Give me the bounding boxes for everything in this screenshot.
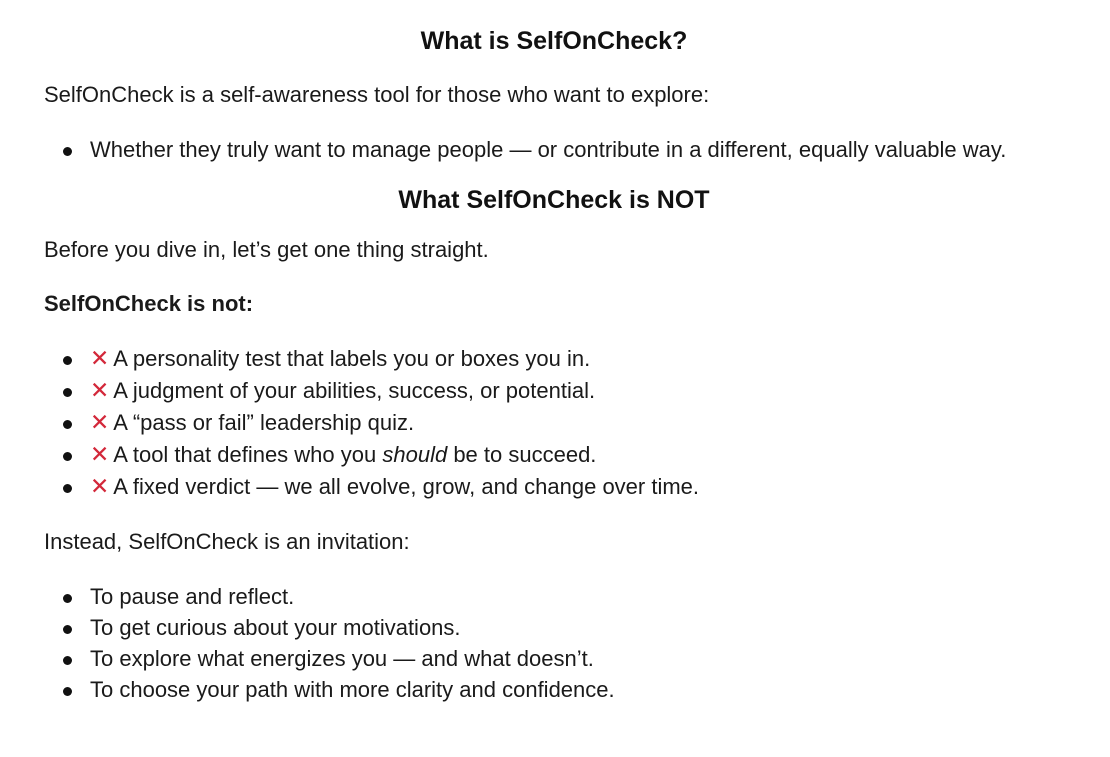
instead-paragraph: Instead, SelfOnCheck is an invitation: [44, 529, 410, 554]
list-item-text: A “pass or fail” leadership quiz. [113, 410, 415, 435]
list-item: Whether they truly want to manage people — or contribute in a different, equally valuable way. [90, 134, 1064, 165]
not-list [44, 343, 1064, 503]
cross-mark-icon: ✕ [90, 410, 110, 436]
intro-paragraph: SelfOnCheck is a self-awareness tool for those who want to explore: [44, 82, 710, 107]
list-item [90, 407, 1064, 439]
list-item: To get curious about your motivations. [90, 612, 1064, 643]
before-paragraph: Before you dive in, let’s get one thing straight. [44, 237, 489, 262]
cross-mark-icon: ✕ [90, 442, 110, 468]
invitation-list [44, 581, 1064, 705]
cross-mark-icon: ✕ [90, 378, 110, 404]
document-body [44, 22, 1064, 705]
list-item-text: A fixed verdict — we all evolve, grow, and change over time. [113, 474, 700, 499]
list-item [90, 375, 1064, 407]
list-item-text: A personality test that labels you or boxes you in. [113, 346, 591, 371]
not-label: SelfOnCheck is not: [44, 291, 254, 316]
list-item: To explore what energizes you — and what doesn’t. [90, 643, 1064, 674]
heading-what-is-not: What SelfOnCheck is NOT [398, 186, 710, 214]
list-item [90, 471, 1064, 503]
list-item-text-before: A tool that defines who you [113, 442, 383, 467]
list-item [90, 343, 1064, 375]
cross-mark-icon: ✕ [90, 474, 110, 500]
list-item [90, 439, 1064, 471]
explore-list [44, 134, 1064, 165]
list-item-text-after: be to succeed. [447, 442, 597, 467]
list-item: To choose your path with more clarity and confidence. [90, 674, 1064, 705]
list-item: To pause and reflect. [90, 581, 1064, 612]
cross-mark-icon: ✕ [90, 346, 110, 372]
emphasis-should: should [382, 442, 448, 467]
heading-what-is: What is SelfOnCheck? [420, 27, 688, 55]
list-item-text: A judgment of your abilities, success, or potential. [113, 378, 596, 403]
